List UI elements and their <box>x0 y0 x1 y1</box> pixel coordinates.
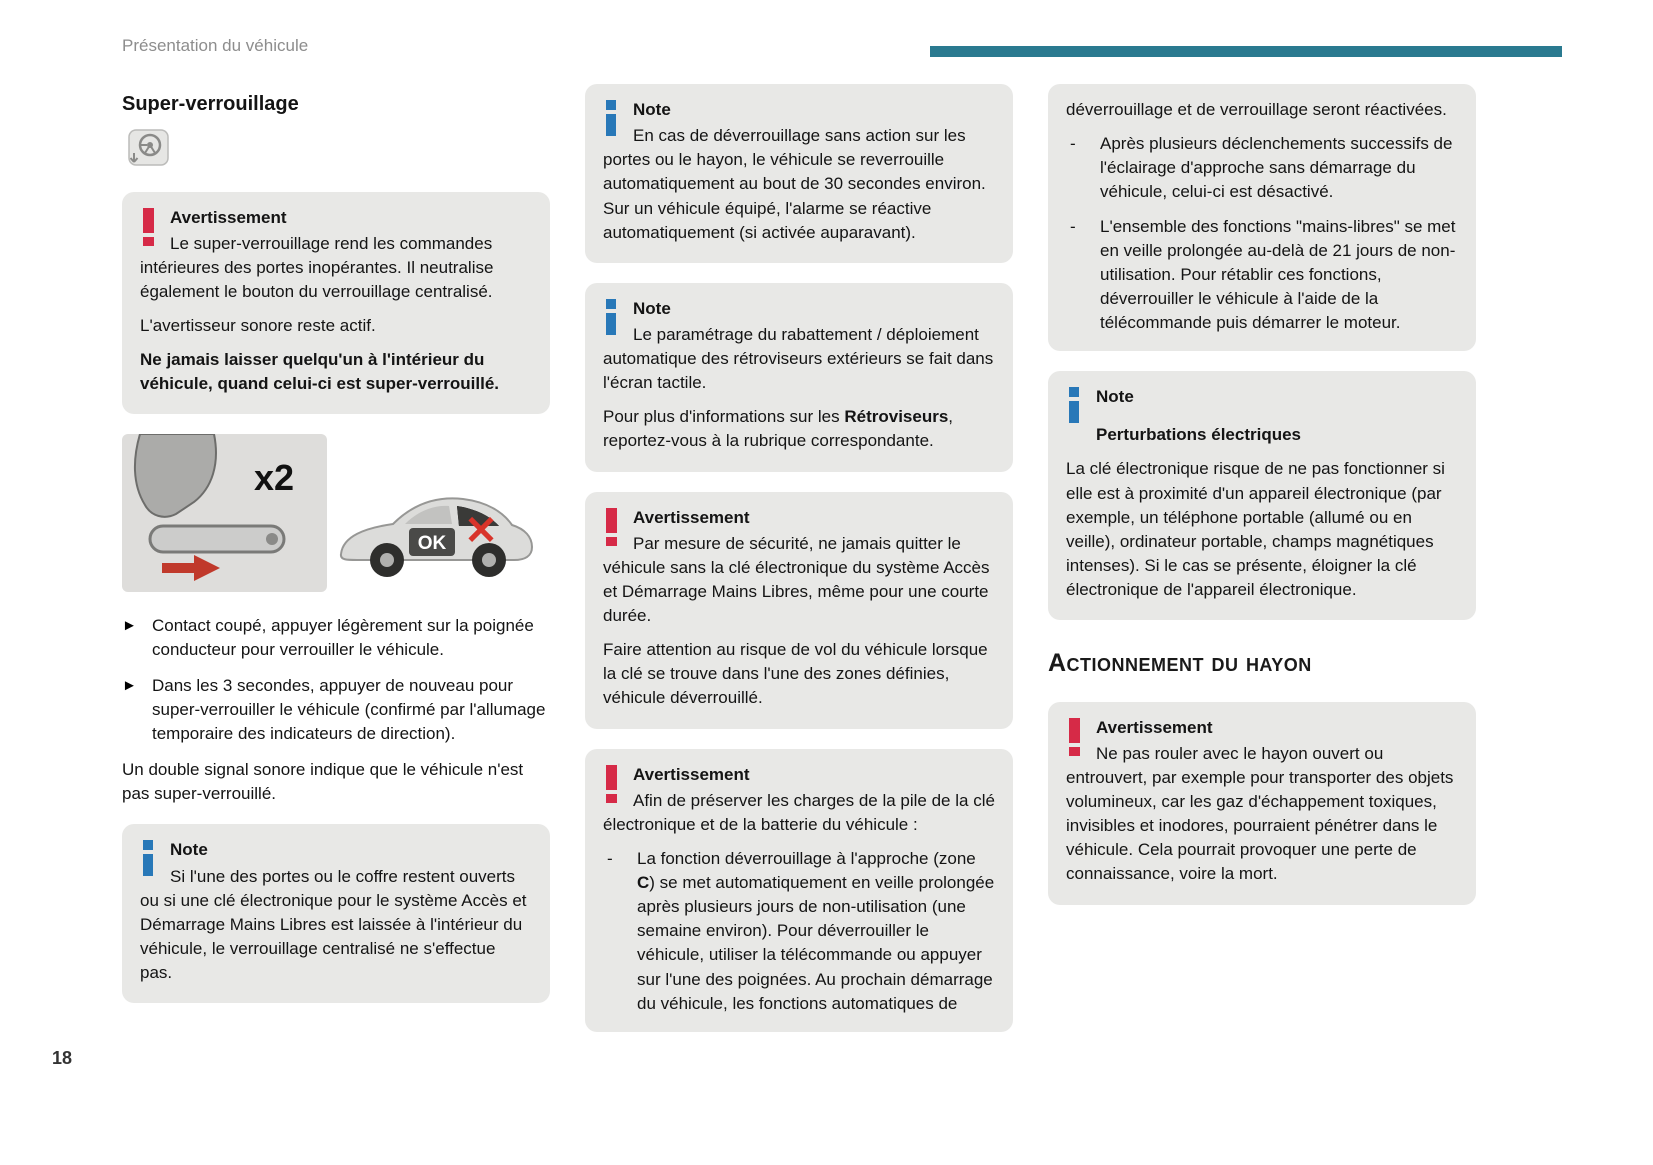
note-title: Note <box>170 840 208 860</box>
warning-box-tailgate <box>1048 702 1476 905</box>
car-ok-image <box>333 472 543 599</box>
content-columns <box>122 84 1476 1052</box>
warning-box-continuation <box>1048 84 1476 351</box>
warning-text: Afin de préserver les charges de la pile de la clé électronique et de la batterie du véhicule : <box>603 790 995 834</box>
note-title: Note <box>633 100 671 119</box>
list-item <box>122 614 550 662</box>
list-item <box>1066 215 1458 336</box>
section-title-super-verrouillage: Super-verrouillage <box>122 93 299 115</box>
warning-text: Par mesure de sécurité, ne jamais quitter le véhicule sans la clé électronique du système Accès et Démarrage Mains Libres, même pour une courte durée. <box>603 533 990 625</box>
cross-reference: Rétroviseurs <box>844 407 949 427</box>
warning-title: Avertissement <box>170 207 287 227</box>
warning-text: L'avertisseur sonore reste actif. <box>140 316 376 336</box>
warning-text: Ne pas rouler avec le hayon ouvert ou entrouvert, par exemple pour transporter des objets volumineux, car les gaz d'échappement toxiques, invisibles et inodores, pourraient pénétrer dans le véhicule. Cela pourrait provoquer une perte de connaissance, voire la mort. <box>1066 743 1454 884</box>
warning-icon <box>143 208 156 246</box>
note-icon <box>1069 387 1082 423</box>
hand-on-handle-image <box>122 434 327 599</box>
note-text: Pour plus d'informations sur les Rétroviseurs, reportez-vous à la rubrique correspondante. <box>603 407 954 451</box>
note-box-electrical-interference <box>1048 371 1476 620</box>
list-item <box>122 674 550 746</box>
warning-text: déverrouillage et de verrouillage seront réactivées. <box>1066 100 1447 119</box>
dash-list <box>1066 132 1458 335</box>
dash-bullet: - <box>607 848 613 868</box>
arrow-bullet-icon: ► <box>122 676 137 694</box>
warning-icon <box>1069 718 1082 756</box>
note-title: Note <box>1096 387 1134 407</box>
procedure-steps <box>122 614 550 747</box>
note-icon <box>606 100 619 136</box>
red-cross-icon: ✕ <box>464 509 498 554</box>
warning-icon <box>606 765 619 803</box>
warning-text: Faire attention au risque de vol du véhicule lorsque la clé se trouve dans l'une des zones définies, véhicule déverrouillé. <box>603 640 988 708</box>
list-item <box>1066 132 1458 204</box>
note-subtitle: Perturbations électriques <box>1096 425 1302 445</box>
dash-list <box>603 847 995 1016</box>
note-icon <box>606 299 619 335</box>
note-box-auto-relock <box>585 84 1013 263</box>
step-text: Contact coupé, appuyer légèrement sur la poignée conducteur pour verrouiller le véhicule. <box>152 615 534 659</box>
note-text: Le paramétrage du rabattement / déploiement automatique des rétroviseurs extérieurs se fait dans l'écran tactile. <box>603 324 994 393</box>
warning-icon <box>606 508 619 546</box>
arrow-bullet-icon: ► <box>122 616 137 634</box>
body-paragraph: Un double signal sonore indique que le véhicule n'est pas super-verrouillé. <box>122 760 524 804</box>
note-text: La clé électronique risque de ne pas fonctionner si elle est à proximité d'un appareil électronique (par exemple, un téléphone portable (allumé ou en veille), ordinateur portable, champs magnétiques intenses). Si le cas se présente, éloigner la clé électronique de l'appareil électronique. <box>1066 459 1445 599</box>
column-1 <box>122 84 550 1052</box>
warning-title: Avertissement <box>633 764 750 784</box>
note-box-mirrors <box>585 283 1013 472</box>
dash-bullet: - <box>1070 216 1076 236</box>
column-3 <box>1048 84 1476 1052</box>
note-text: En cas de déverrouillage sans action sur les portes ou le hayon, le véhicule se reverrouille automatiquement au bout de 30 secondes environ. Sur un véhicule équipé, l'alarme se réactive automatiquement (si activée auparavant). <box>603 126 986 242</box>
warning-title: Avertissement <box>1096 717 1213 737</box>
note-title: Note <box>633 298 671 318</box>
warning-text: La fonction déverrouillage à l'approche (zone C) se met automatiquement en veille prolongée après plusieurs jours de non-utilisation (une semaine environ). Pour déverrouiller le véhicule, utiliser la télécommande ou appuyer sur l'une des poignées. Au prochain démarrage du véhicule, les fonctions automatiques de <box>637 848 995 1013</box>
page-number: 18 <box>52 1048 73 1068</box>
warning-text-bold: Ne jamais laisser quelqu'un à l'intérieur du véhicule, quand celui-ci est super-verrouillé. <box>140 350 500 394</box>
steering-lock-icon <box>122 128 550 177</box>
column-2 <box>585 84 1013 1052</box>
page-header: Présentation du véhicule <box>122 36 309 55</box>
note-box-doors-open <box>122 824 550 1003</box>
warning-box-battery-saving <box>585 749 1013 1032</box>
ok-label: OK <box>417 533 447 555</box>
note-icon <box>143 840 156 876</box>
warning-text: Après plusieurs déclenchements successifs de l'éclairage d'approche sans démarrage du véhicule, celui-ci est désactivé. <box>1100 134 1453 202</box>
warning-box-key-security <box>585 492 1013 729</box>
step-text: Dans les 3 secondes, appuyer de nouveau pour super-verrouiller le véhicule (confirmé par l'allumage temporaire des indicateurs de direction). <box>152 675 546 744</box>
warning-text: Le super-verrouillage rend les commandes intérieures des portes inopérantes. Il neutralise également le bouton du verrouillage centralisé. <box>140 233 494 301</box>
x2-label: x2 <box>254 457 295 499</box>
accent-bar <box>930 46 1562 57</box>
note-text: Si l'une des portes ou le coffre restent ouverts ou si une clé électronique pour le système Accès et Démarrage Mains Libres est laissée à l'intérieur du véhicule, le verrouillage centralisé ne s'effectue pas. <box>140 866 527 983</box>
dash-bullet: - <box>1070 134 1076 154</box>
list-item <box>603 847 995 1016</box>
warning-title: Avertissement <box>633 507 750 527</box>
lock-procedure-figure <box>122 434 550 599</box>
warning-box-super-lock <box>122 192 550 415</box>
section-title-actionnement-hayon: Actionnement du hayon <box>1048 649 1312 678</box>
warning-text: L'ensemble des fonctions "mains-libres" se met en veille prolongée au-delà de 21 jours de non-utilisation. Pour rétablir ces fonctions, déverrouiller le véhicule à l'aide de la télécommande puis démarrer le moteur. <box>1100 216 1456 332</box>
